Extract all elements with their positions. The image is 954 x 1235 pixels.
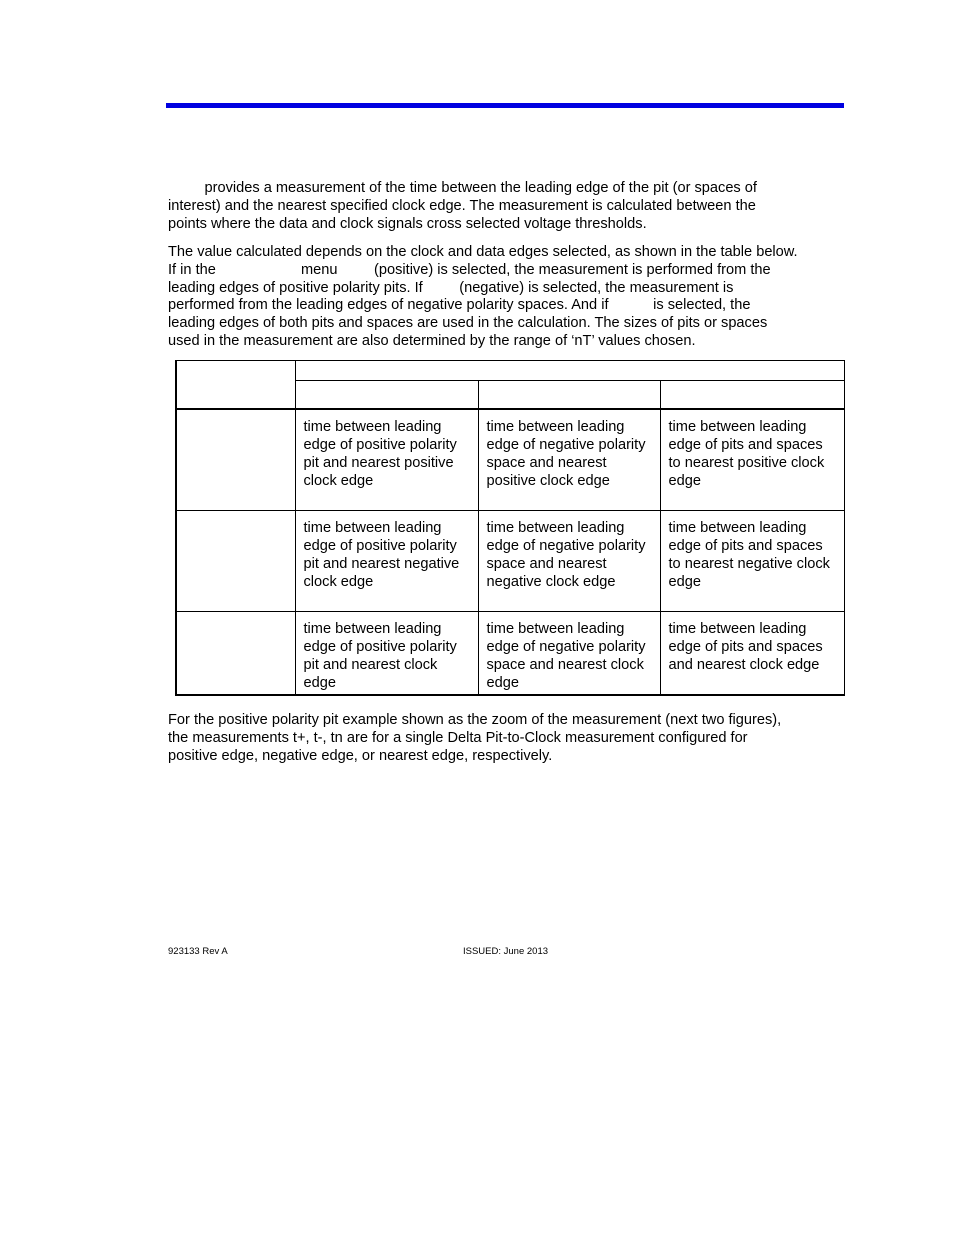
after-line: the measurements t+, t-, tn are for a single Delta Pit-to-Clock measurement configured for: [168, 729, 748, 746]
polarity-edge-table: [175, 360, 845, 696]
after-line: positive edge, negative edge, or nearest edge, respectively.: [168, 747, 553, 764]
footer-doc-number: 923133 Rev A: [168, 946, 228, 957]
footer-issued-date: ISSUED: June 2013: [463, 946, 549, 957]
table-row: [176, 612, 844, 696]
table-row-header: [176, 409, 295, 511]
table-cell: time between leading edge of pits and spaces and nearest clock edge: [660, 612, 844, 696]
detail-line: leading edges of positive polarity pits. If (negative) is selected, the measurement is: [168, 279, 734, 296]
header-rule: [166, 103, 844, 108]
after-line: For the positive polarity pit example shown as the zoom of the measurement (next two figures),: [168, 712, 782, 728]
table-header-row: [176, 361, 844, 381]
intro-line: interest) and the nearest specified clock edge. The measurement is calculated between the: [168, 197, 756, 214]
table-row: [176, 511, 844, 612]
table-group-header: [295, 361, 844, 381]
detail-paragraph: [168, 244, 844, 351]
table-cell: time between leading edge of negative polarity space and nearest clock edge: [478, 612, 660, 696]
intro-line: provides a measurement of the time between the leading edge of the pit (or spaces of: [168, 180, 757, 196]
table-cell: time between leading edge of positive polarity pit and nearest clock edge: [295, 612, 478, 696]
table-column-header: [295, 381, 478, 410]
table-row: [176, 409, 844, 511]
table-row-header: [176, 612, 295, 696]
detail-line: used in the measurement are also determined by the range of ‘nT’ values chosen.: [168, 332, 696, 349]
table-cell: time between leading edge of positive polarity pit and nearest negative clock edge: [295, 511, 478, 612]
table-column-header: [660, 381, 844, 410]
table-column-header: [478, 381, 660, 410]
intro-line: points where the data and clock signals cross selected voltage thresholds.: [168, 215, 647, 232]
table-cell: time between leading edge of pits and spaces to nearest negative clock edge: [660, 511, 844, 612]
detail-line: performed from the leading edges of negative polarity spaces. And if is selected, the: [168, 297, 751, 314]
table-corner-cell: [176, 361, 295, 410]
table-cell: time between leading edge of negative polarity space and nearest positive clock edge: [478, 409, 660, 511]
detail-line: If in the menu (positive) is selected, the measurement is performed from the: [168, 261, 771, 278]
detail-line: leading edges of both pits and spaces are used in the calculation. The sizes of pits or spaces: [168, 315, 768, 332]
detail-line: The value calculated depends on the clock and data edges selected, as shown in the table below.: [168, 244, 798, 260]
table-cell: time between leading edge of pits and spaces to nearest positive clock edge: [660, 409, 844, 511]
table-row-header: [176, 511, 295, 612]
intro-paragraph: [168, 180, 844, 233]
table-cell: time between leading edge of positive polarity pit and nearest positive clock edge: [295, 409, 478, 511]
after-table-paragraph: [168, 712, 844, 765]
table-cell: time between leading edge of negative polarity space and nearest negative clock edge: [478, 511, 660, 612]
